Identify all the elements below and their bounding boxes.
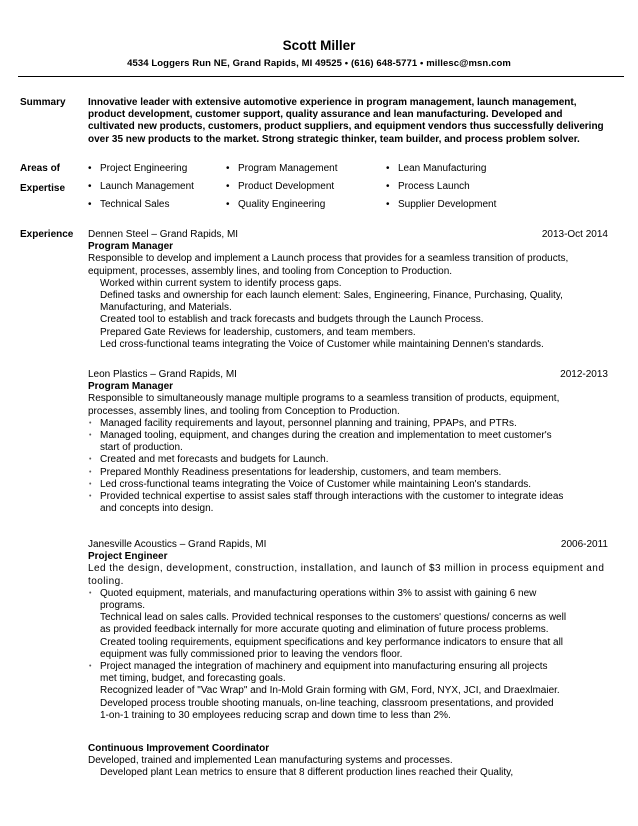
skill-item: • Product Development	[226, 181, 335, 192]
bullet-icon: •	[88, 163, 92, 174]
job-title: Project Engineer	[88, 551, 168, 563]
summary-text: Innovative leader with extensive automotive experience in program management, launch management, product development, customer support, quality assurance and lean manufacturing. Developed and cultivated new products, customers, product suppliers, and equipment vendors thus successfully delivering over 35 new products to the market. Strong strategic thinker, team builder, and process problem solver.	[88, 97, 604, 145]
job-dennen	[88, 229, 608, 351]
bullet-icon: •	[89, 480, 92, 488]
list-item: start of production.	[100, 442, 183, 454]
list-item: programs.	[100, 600, 146, 612]
job-description: Developed, trained and implemented Lean manufacturing systems and processes.	[88, 755, 453, 767]
list-item: Prepared Gate Reviews for leadership, customers, and team members.	[100, 326, 416, 338]
list-item: and concepts into design.	[100, 503, 214, 515]
contact-line: 4534 Loggers Run NE, Grand Rapids, MI 49525 • (616) 648-5771 • millesc@msn.com	[127, 58, 511, 69]
skill-item: • Technical Sales	[88, 199, 170, 210]
job-description: Responsible to develop and implement a Launch process that provides for a seamless transition of products, equipment, processes, assembly lines, and tooling from Conception to Production.	[88, 253, 569, 277]
bullet-icon: •	[226, 199, 230, 210]
bullet-icon: •	[386, 199, 390, 210]
job-leon	[88, 369, 608, 515]
bullet-icon: •	[89, 493, 92, 501]
bullet-icon: •	[89, 663, 92, 671]
skill-item: • Supplier Development	[386, 199, 497, 210]
list-item: • Created and met forecasts and budgets for Launch.	[89, 454, 329, 466]
summary-label: Summary	[20, 97, 66, 108]
list-item: • Provided technical expertise to assist sales staff through interactions with the customer to integrate ideas	[89, 491, 564, 503]
job-title: Continuous Improvement Coordinator	[88, 743, 270, 754]
job-dates: 2006-2011	[560, 539, 608, 550]
list-item: Recognized leader of "Vac Wrap" and In-Mold Grain forming with GM, Ford, NYX, JCI, and Draexlmaier.	[100, 685, 560, 697]
bullet-icon: •	[89, 468, 92, 476]
list-item: Worked within current system to identify process gaps.	[100, 277, 342, 289]
bullet-icon: •	[89, 419, 92, 427]
list-item: Developed plant Lean metrics to ensure that 8 different production lines reached their Quality,	[100, 767, 514, 779]
header-divider	[18, 76, 624, 77]
list-item: • Prepared Monthly Readiness presentations for leadership, customers, and team members.	[89, 466, 502, 478]
company: Dennen Steel – Grand Rapids, MI	[88, 229, 239, 240]
bullet-icon: •	[386, 181, 390, 192]
job-ci	[88, 743, 608, 780]
job-dates: 2012-2013	[560, 369, 608, 380]
expertise-label: Expertise	[20, 183, 66, 194]
list-item: • Project managed the integration of machinery and equipment into manufacturing ensuring all projects	[89, 661, 548, 673]
skill-item: • Process Launch	[386, 181, 470, 192]
list-item: Manufacturing, and Materials.	[100, 302, 232, 314]
bullet-icon: •	[386, 163, 390, 174]
skill-item: • Launch Management	[88, 181, 194, 192]
job-title: Program Manager	[88, 241, 174, 253]
candidate-name: Scott Miller	[282, 38, 356, 53]
list-item: Technical lead on sales calls. Provided technical responses to the customers' questions/ concerns as well	[100, 612, 567, 624]
list-item: Led cross-functional teams integrating the Voice of Customer while maintaining Dennen's standards.	[100, 338, 544, 350]
job-description: Led the design, development, construction, installation, and launch of $3 million in process equipment and tooling.	[88, 563, 605, 587]
list-item: as provided feedback internally for more accurate quoting and elimination of future process problems.	[100, 624, 549, 636]
list-item: met timing, budget, and forecasting goals.	[100, 673, 286, 685]
list-item: • Led cross-functional teams integrating the Voice of Customer while maintaining Leon's standards.	[89, 478, 532, 490]
job-dates: 2013-Oct 2014	[541, 229, 608, 240]
company: Leon Plastics – Grand Rapids, MI	[88, 369, 237, 380]
list-item: Developed process trouble shooting manuals, on-line teaching, classroom presentations, and provided	[100, 697, 554, 709]
list-item: Created tool to establish and track forecasts and budgets through the Launch Process.	[100, 314, 484, 326]
skill-item: • Quality Engineering	[226, 199, 326, 210]
skill-item: • Project Engineering	[88, 163, 188, 174]
bullet-icon: •	[89, 432, 92, 440]
list-item: • Managed facility requirements and layout, personnel planning and training, PPAPs, and PTRs.	[89, 417, 517, 429]
job-description: Responsible to simultaneously manage multiple programs to a seamless transition of products, equipment, processes, assembly lines, and tooling from Conception to Production.	[88, 393, 560, 417]
bullet-icon: •	[88, 181, 92, 192]
job-title: Program Manager	[88, 381, 174, 393]
job-janesville	[88, 539, 608, 722]
bullet-icon: •	[89, 589, 92, 597]
bullet-icon: •	[89, 456, 92, 464]
list-item: • Managed tooling, equipment, and changes during the creation and implementation to meet customer's	[89, 430, 552, 442]
list-item: 1-on-1 training to 30 employees reducing scrap and down time to less than 2%.	[100, 709, 451, 721]
skill-item: • Program Management	[226, 163, 338, 174]
list-item: Created tooling requirements, equipment specifications and key performance indicators to ensure that all	[100, 636, 564, 648]
skill-item: • Lean Manufacturing	[386, 163, 487, 174]
list-item: equipment was fully commissioned prior to leaving the vendors floor.	[100, 648, 403, 660]
bullet-icon: •	[88, 199, 92, 210]
list-item: Defined tasks and ownership for each launch element: Sales, Engineering, Finance, Purchasing, Quality,	[100, 290, 563, 302]
bullet-icon: •	[226, 181, 230, 192]
company: Janesville Acoustics – Grand Rapids, MI	[88, 539, 267, 550]
list-item: • Quoted equipment, materials, and manufacturing operations within 3% to assist with gaining 6 new	[89, 587, 537, 599]
areas-label: Areas of	[20, 163, 61, 174]
experience-label: Experience	[20, 229, 74, 240]
bullet-icon: •	[226, 163, 230, 174]
